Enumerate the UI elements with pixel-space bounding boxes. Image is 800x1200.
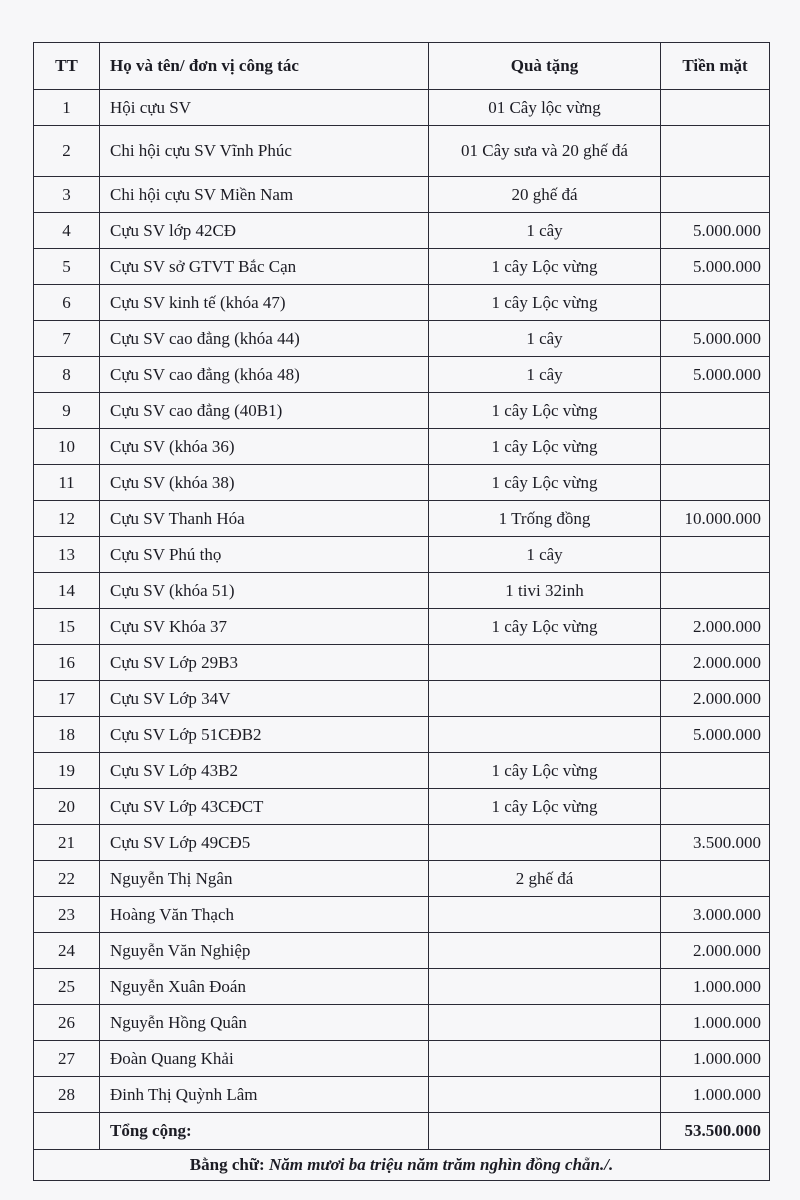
table-header-row xyxy=(34,43,770,90)
row-number: 21 xyxy=(34,825,100,861)
table-row xyxy=(34,177,770,213)
row-name: Cựu SV Khóa 37 xyxy=(100,609,429,645)
row-gift: 1 cây xyxy=(429,357,661,393)
table-row xyxy=(34,1041,770,1077)
total-label: Tổng cộng: xyxy=(100,1113,429,1150)
row-number: 20 xyxy=(34,789,100,825)
row-name: Cựu SV Lớp 51CĐB2 xyxy=(100,717,429,753)
row-gift: 1 cây Lộc vừng xyxy=(429,249,661,285)
row-cash: 5.000.000 xyxy=(661,357,770,393)
amount-in-words-text: Năm mươi ba triệu năm trăm nghìn đồng chẵn./. xyxy=(268,1155,614,1174)
table-body xyxy=(34,90,770,1113)
row-name: Cựu SV kinh tế (khóa 47) xyxy=(100,285,429,321)
row-cash: 5.000.000 xyxy=(661,717,770,753)
row-gift xyxy=(429,897,661,933)
row-number: 12 xyxy=(34,501,100,537)
row-cash xyxy=(661,126,770,177)
row-name: Nguyễn Thị Ngân xyxy=(100,861,429,897)
row-gift: 1 cây Lộc vừng xyxy=(429,393,661,429)
row-gift: 1 cây Lộc vừng xyxy=(429,789,661,825)
row-cash xyxy=(661,753,770,789)
row-number: 25 xyxy=(34,969,100,1005)
table-row xyxy=(34,465,770,501)
table-row xyxy=(34,501,770,537)
row-name: Hoàng Văn Thạch xyxy=(100,897,429,933)
row-number: 14 xyxy=(34,573,100,609)
row-number: 6 xyxy=(34,285,100,321)
table-row xyxy=(34,285,770,321)
table-row xyxy=(34,825,770,861)
total-blank-cell xyxy=(34,1113,100,1150)
row-cash: 5.000.000 xyxy=(661,249,770,285)
row-number: 9 xyxy=(34,393,100,429)
row-cash: 5.000.000 xyxy=(661,321,770,357)
donation-sheet xyxy=(33,42,769,1181)
row-cash xyxy=(661,177,770,213)
table-row xyxy=(34,789,770,825)
row-gift: 1 tivi 32inh xyxy=(429,573,661,609)
row-number: 18 xyxy=(34,717,100,753)
row-cash xyxy=(661,465,770,501)
column-header-gift: Quà tặng xyxy=(429,43,661,90)
row-cash xyxy=(661,429,770,465)
row-number: 3 xyxy=(34,177,100,213)
row-cash: 2.000.000 xyxy=(661,681,770,717)
row-number: 26 xyxy=(34,1005,100,1041)
row-number: 28 xyxy=(34,1077,100,1113)
row-gift xyxy=(429,1041,661,1077)
row-gift xyxy=(429,645,661,681)
row-cash: 2.000.000 xyxy=(661,645,770,681)
row-number: 1 xyxy=(34,90,100,126)
row-number: 4 xyxy=(34,213,100,249)
row-number: 17 xyxy=(34,681,100,717)
column-header-tt: TT xyxy=(34,43,100,90)
row-cash: 10.000.000 xyxy=(661,501,770,537)
row-name: Hội cựu SV xyxy=(100,90,429,126)
row-gift xyxy=(429,1077,661,1113)
total-row xyxy=(34,1113,770,1150)
row-cash xyxy=(661,537,770,573)
row-gift: 01 Cây sưa và 20 ghế đá xyxy=(429,126,661,177)
row-gift xyxy=(429,717,661,753)
row-gift: 1 cây Lộc vừng xyxy=(429,609,661,645)
table-row xyxy=(34,126,770,177)
table-row xyxy=(34,861,770,897)
row-name: Cựu SV Phú thọ xyxy=(100,537,429,573)
row-number: 15 xyxy=(34,609,100,645)
row-cash xyxy=(661,393,770,429)
row-gift: 01 Cây lộc vừng xyxy=(429,90,661,126)
row-name: Cựu SV cao đẳng (40B1) xyxy=(100,393,429,429)
donation-table xyxy=(33,42,770,1181)
row-cash xyxy=(661,573,770,609)
row-cash: 1.000.000 xyxy=(661,1077,770,1113)
row-cash xyxy=(661,861,770,897)
row-gift: 1 cây Lộc vừng xyxy=(429,429,661,465)
total-gift-cell xyxy=(429,1113,661,1150)
table-row xyxy=(34,933,770,969)
row-cash xyxy=(661,285,770,321)
row-name: Nguyễn Hồng Quân xyxy=(100,1005,429,1041)
row-name: Cựu SV Lớp 49CĐ5 xyxy=(100,825,429,861)
row-gift xyxy=(429,1005,661,1041)
row-gift xyxy=(429,825,661,861)
row-name: Nguyễn Xuân Đoán xyxy=(100,969,429,1005)
row-number: 10 xyxy=(34,429,100,465)
table-row xyxy=(34,321,770,357)
row-gift: 20 ghế đá xyxy=(429,177,661,213)
table-row xyxy=(34,969,770,1005)
row-number: 7 xyxy=(34,321,100,357)
table-row xyxy=(34,681,770,717)
table-row xyxy=(34,573,770,609)
amount-in-words-row xyxy=(34,1150,770,1181)
row-name: Cựu SV lớp 42CĐ xyxy=(100,213,429,249)
column-header-cash: Tiền mặt xyxy=(661,43,770,90)
row-gift: 1 cây Lộc vừng xyxy=(429,753,661,789)
row-number: 24 xyxy=(34,933,100,969)
row-gift: 1 cây xyxy=(429,537,661,573)
row-name: Chi hội cựu SV Miền Nam xyxy=(100,177,429,213)
table-row xyxy=(34,1005,770,1041)
table-row xyxy=(34,393,770,429)
total-cash: 53.500.000 xyxy=(661,1113,770,1150)
table-row xyxy=(34,429,770,465)
row-number: 19 xyxy=(34,753,100,789)
row-gift xyxy=(429,933,661,969)
row-name: Cựu SV (khóa 51) xyxy=(100,573,429,609)
row-name: Cựu SV (khóa 38) xyxy=(100,465,429,501)
table-row xyxy=(34,249,770,285)
row-gift: 1 cây Lộc vừng xyxy=(429,285,661,321)
row-cash: 1.000.000 xyxy=(661,1005,770,1041)
row-number: 8 xyxy=(34,357,100,393)
row-name: Cựu SV Lớp 43CĐCT xyxy=(100,789,429,825)
row-name: Nguyễn Văn Nghiệp xyxy=(100,933,429,969)
row-name: Đoàn Quang Khải xyxy=(100,1041,429,1077)
row-number: 11 xyxy=(34,465,100,501)
row-name: Cựu SV cao đẳng (khóa 44) xyxy=(100,321,429,357)
row-gift: 1 cây xyxy=(429,213,661,249)
row-cash: 3.500.000 xyxy=(661,825,770,861)
row-name: Cựu SV sở GTVT Bắc Cạn xyxy=(100,249,429,285)
amount-in-words-label: Bằng chữ: xyxy=(189,1155,265,1174)
table-row xyxy=(34,717,770,753)
row-cash xyxy=(661,789,770,825)
table-row xyxy=(34,1077,770,1113)
row-cash: 1.000.000 xyxy=(661,969,770,1005)
row-number: 16 xyxy=(34,645,100,681)
table-row xyxy=(34,609,770,645)
row-number: 2 xyxy=(34,126,100,177)
row-gift: 1 cây Lộc vừng xyxy=(429,465,661,501)
row-number: 27 xyxy=(34,1041,100,1077)
row-cash: 2.000.000 xyxy=(661,933,770,969)
table-row xyxy=(34,90,770,126)
table-row xyxy=(34,537,770,573)
table-row xyxy=(34,753,770,789)
row-cash: 5.000.000 xyxy=(661,213,770,249)
row-number: 13 xyxy=(34,537,100,573)
row-gift xyxy=(429,969,661,1005)
row-gift: 1 cây xyxy=(429,321,661,357)
row-gift xyxy=(429,681,661,717)
row-name: Cựu SV Lớp 29B3 xyxy=(100,645,429,681)
column-header-name: Họ và tên/ đơn vị công tác xyxy=(100,43,429,90)
row-number: 22 xyxy=(34,861,100,897)
table-row xyxy=(34,897,770,933)
amount-in-words-cell xyxy=(34,1150,770,1181)
row-number: 5 xyxy=(34,249,100,285)
row-gift: 1 Trống đồng xyxy=(429,501,661,537)
table-row xyxy=(34,213,770,249)
row-cash xyxy=(661,90,770,126)
row-name: Chi hội cựu SV Vĩnh Phúc xyxy=(100,126,429,177)
row-cash: 3.000.000 xyxy=(661,897,770,933)
row-name: Cựu SV Lớp 34V xyxy=(100,681,429,717)
row-gift: 2 ghế đá xyxy=(429,861,661,897)
row-name: Cựu SV Lớp 43B2 xyxy=(100,753,429,789)
table-row xyxy=(34,645,770,681)
row-cash: 1.000.000 xyxy=(661,1041,770,1077)
row-number: 23 xyxy=(34,897,100,933)
row-name: Đinh Thị Quỳnh Lâm xyxy=(100,1077,429,1113)
row-name: Cựu SV cao đẳng (khóa 48) xyxy=(100,357,429,393)
row-cash: 2.000.000 xyxy=(661,609,770,645)
row-name: Cựu SV (khóa 36) xyxy=(100,429,429,465)
row-name: Cựu SV Thanh Hóa xyxy=(100,501,429,537)
table-row xyxy=(34,357,770,393)
